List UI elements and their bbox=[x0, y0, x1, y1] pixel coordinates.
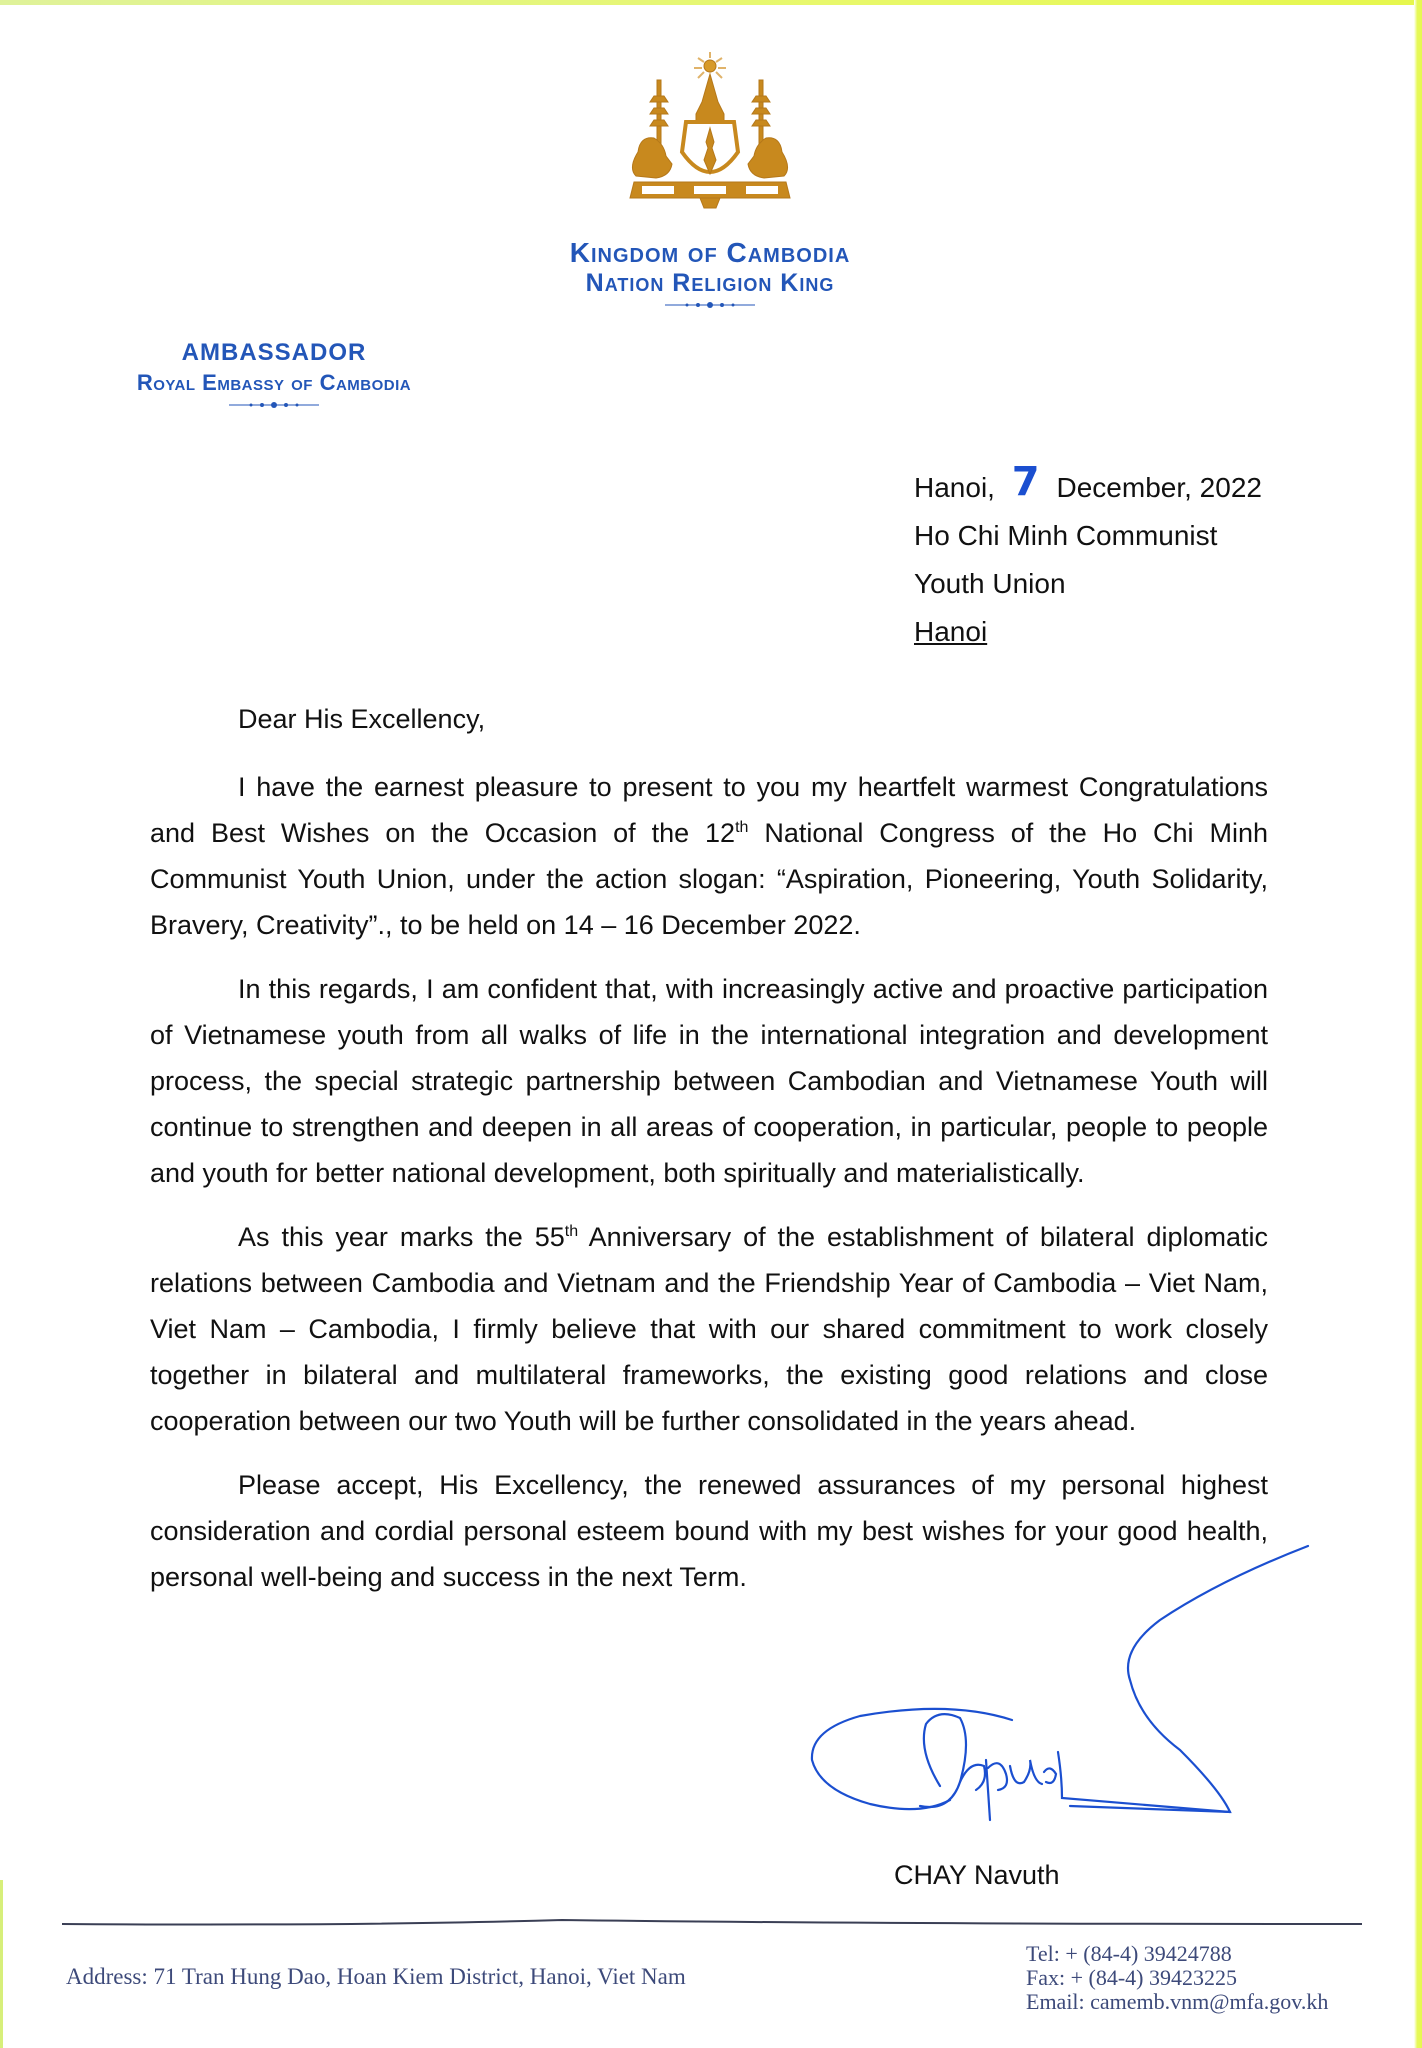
embassy-tel: Tel: + (84-4) 39424788 bbox=[1026, 1941, 1232, 1966]
ordinal-suffix: th bbox=[564, 1223, 579, 1240]
embassy-address: Address: 71 Tran Hung Dao, Hoan Kiem District, Hanoi, Viet Nam bbox=[66, 1964, 686, 1989]
ordinal-suffix: th bbox=[735, 819, 749, 836]
date-city: Hanoi, bbox=[914, 472, 995, 503]
letter-body bbox=[150, 696, 1268, 1618]
ornament-divider-icon bbox=[229, 400, 319, 410]
paragraph-partnership: In this regards, I am confident that, with increasingly active and proactive participation of Vietnamese youth from all walks of life in the international integration and development process, the special strategic partnership between Cambodian and Vietnamese Youth will continue to strengthen and deepen in all areas of cooperation, in particular, people to people and youth for better national development, both spiritually and materialistically. bbox=[150, 974, 1268, 1188]
national-motto: Nation Religion King bbox=[585, 269, 835, 297]
dateline bbox=[914, 460, 1262, 512]
dateline-and-recipient bbox=[914, 460, 1262, 656]
recipient-line: Youth Union bbox=[914, 568, 1066, 599]
embassy-email: Email: camemb.vnm@mfa.gov.kh bbox=[1026, 1989, 1329, 2014]
embassy-fax: Fax: + (84-4) 39423225 bbox=[1026, 1965, 1237, 1990]
paragraph-text: I have the earnest pleasure to present to you my heartfelt warmest Congratulations and Best Wishes on the Occasion of the 12 bbox=[150, 772, 1268, 848]
letterhead-country-block bbox=[500, 238, 920, 310]
paragraph-text: As this year marks the 55 bbox=[238, 1222, 565, 1252]
office-title: AMBASSADOR bbox=[181, 339, 367, 366]
handwritten-signature-icon bbox=[800, 1520, 1340, 1860]
paragraph-text: National Congress of the Ho Chi Minh Communist Youth Union, under the action slogan: “Aspiration, Pioneering, Youth Solidarity, Bravery, Creativity”., to be held on 14 – 16 December 2022. bbox=[150, 818, 1268, 940]
paragraph-anniversary bbox=[150, 1214, 1268, 1444]
page-edge-top bbox=[0, 0, 1422, 5]
royal-coat-of-arms-icon bbox=[620, 52, 800, 222]
page-edge-right bbox=[1414, 0, 1422, 2048]
date-day-handwritten: 7 bbox=[1011, 459, 1040, 505]
salutation: Dear His Excellency, bbox=[238, 704, 486, 734]
footer-divider bbox=[62, 1918, 1362, 1928]
letterhead-office-block bbox=[64, 338, 484, 410]
page-edge-left bbox=[0, 1880, 3, 2048]
signer-name: CHAY Navuth bbox=[894, 1860, 1060, 1890]
ornament-divider-icon bbox=[665, 300, 755, 310]
country-name: Kingdom of Cambodia bbox=[569, 237, 851, 268]
paragraph-text: Anniversary of the establishment of bilateral diplomatic relations between Cambodia and Vietnam and the Friendship Year of Cambodia – Viet Nam, Viet Nam – Cambodia, I firmly believe that with our shared commitment to work closely together in bilateral and multilateral frameworks, the existing good relations and close cooperation between our two Youth will be further consolidated in the years ahead. bbox=[150, 1222, 1269, 1436]
office-name: Royal Embassy of Cambodia bbox=[136, 370, 412, 395]
embassy-contact bbox=[1026, 1942, 1328, 2014]
recipient-line: Ho Chi Minh Communist bbox=[914, 520, 1218, 551]
recipient-city: Hanoi bbox=[914, 616, 988, 647]
paragraph-closing: Please accept, His Excellency, the renewed assurances of my personal highest consideration and cordial personal esteem bound with my best wishes for your good health, personal well-being and success in the next Term. bbox=[150, 1470, 1268, 1592]
date-month-year: December, 2022 bbox=[1056, 472, 1262, 503]
paragraph-congratulations bbox=[150, 764, 1268, 948]
